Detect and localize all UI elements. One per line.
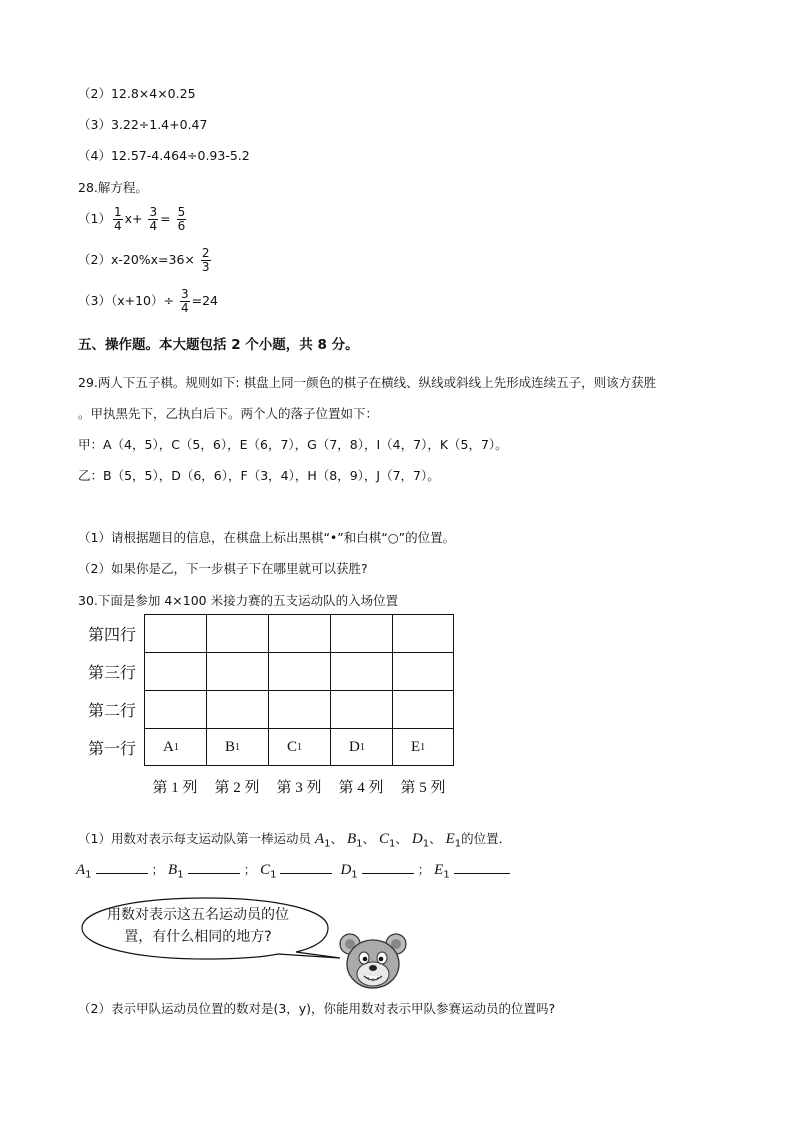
bubble-line-2: 置，有什么相同的地方? — [124, 929, 272, 945]
grid-cell-e1: E 1 — [392, 728, 454, 766]
q29-yi-moves: 乙：B（5，5），D（6，6），F（3，4），H（8，9），J（7，7）。 — [78, 468, 440, 483]
section-5-heading: 五、操作题。本大题包括 2 个小题，共 8 分。 — [78, 337, 359, 353]
row-label: 第三行 — [87, 664, 136, 682]
grid-cell — [392, 614, 454, 652]
bubble-line-1: 用数对表示这五名运动员的位 — [107, 907, 289, 923]
row-label: 第四行 — [87, 626, 136, 644]
q30-title: 30.下面是参加 4×100 米接力赛的五支运动队的入场位置 — [78, 593, 399, 608]
q27-item-2: （2）12.8×4×0.25 — [78, 86, 196, 101]
speech-bubble-text — [78, 904, 318, 948]
q29-paragraph-2: 。甲执黑先下，乙执白后下。两个人的落子位置如下： — [78, 406, 379, 421]
col-label: 第 3 列 — [276, 780, 322, 796]
grid-cell-a1: A 1 — [144, 728, 206, 766]
q29-jia-moves: 甲：A（4，5），C（5，6），E（6，7），G（7，8），I（4，7），K（5，7）。 — [78, 437, 508, 452]
grid-row-3 — [80, 652, 454, 690]
q30-1-suffix: 的位置． — [461, 831, 512, 846]
col-label: 第 4 列 — [338, 780, 384, 796]
grid-cell — [206, 614, 268, 652]
fraction-5-6: $\frac{5}{6}$ — [177, 205, 186, 233]
q28-1-x: x+ — [124, 211, 143, 226]
q30-1-prefix: （1）用数对表示每支运动队第一棒运动员 — [78, 831, 311, 846]
row-label: 第二行 — [87, 702, 136, 720]
fraction-3-4: $\frac{3}{4}$ — [149, 205, 158, 233]
grid-cell — [268, 614, 330, 652]
answer-blank-e1[interactable] — [454, 861, 510, 874]
answer-blank-b1[interactable] — [188, 861, 240, 874]
answer-blank-a1[interactable] — [96, 861, 148, 874]
fraction-3-4b: $\frac{3}{4}$ — [180, 287, 189, 315]
q29-sub-1: （1）请根据题目的信息，在棋盘上标出黑棋“•”和白棋“○”的位置。 — [78, 530, 456, 545]
grid-cell — [268, 652, 330, 690]
q28-1-eq: = — [160, 211, 171, 226]
col-label: 第 1 列 — [152, 780, 198, 796]
grid-cell-b1: B 1 — [206, 728, 268, 766]
fraction-1-4: $\frac{1}{4}$ — [113, 205, 122, 233]
answer-blank-c1[interactable] — [280, 861, 332, 874]
q28-3-prefix: （3）（x+10）÷ — [78, 293, 174, 308]
q27-item-4: （4）12.57-4.464÷0.93-5.2 — [78, 148, 250, 163]
grid-cell — [392, 652, 454, 690]
relay-position-grid — [80, 614, 454, 797]
speech-bubble — [78, 896, 333, 962]
q28-item-1 — [78, 206, 188, 233]
col-label: 第 2 列 — [214, 780, 260, 796]
q29-sub-2: （2）如果你是乙，下一步棋子下在哪里就可以获胜? — [78, 561, 368, 576]
grid-cell-d1: D 1 — [330, 728, 392, 766]
grid-cell — [330, 690, 392, 728]
q28-item-2 — [78, 247, 213, 274]
grid-cell — [144, 690, 206, 728]
bear-mascot-icon — [338, 930, 408, 992]
q30-sub-2: （2）表示甲队运动员位置的数对是(3，y)，你能用数对表示甲队参赛运动员的位置吗? — [78, 1001, 556, 1016]
q30-sub-1: （1）用数对表示每支运动队第一棒运动员 $A_1$、 $B_1$、 $C_1$、 $D_1$、 $E_1$的位置． — [78, 831, 512, 850]
q28-2-prefix: （2）x-20%x=36× — [78, 252, 195, 267]
grid-cell — [206, 652, 268, 690]
q28-item-3 — [78, 288, 218, 315]
grid-row-1 — [80, 728, 454, 766]
q28-3-suffix: =24 — [191, 293, 218, 308]
fraction-2-3: $\frac{2}{3}$ — [201, 246, 210, 274]
col-label: 第 5 列 — [400, 780, 446, 796]
grid-cell — [392, 690, 454, 728]
q29-paragraph-1: 29.两人下五子棋。规则如下: 棋盘上同一颜色的棋子在横线、纵线或斜线上先形成连续五子，则该方获胜 — [78, 375, 657, 390]
answer-blank-d1[interactable] — [362, 861, 414, 874]
grid-row-4 — [80, 614, 454, 652]
grid-cell — [330, 614, 392, 652]
q30-answer-blanks: $A_1$ ； $B_1$ ； $C_1$ $D_1$ ； $E_1$ — [76, 860, 514, 881]
q28-1-prefix: （1） — [78, 211, 111, 226]
grid-cell — [268, 690, 330, 728]
row-label: 第一行 — [87, 740, 136, 758]
grid-cell-c1: C 1 — [268, 728, 330, 766]
grid-row-2 — [80, 690, 454, 728]
grid-cell — [206, 690, 268, 728]
grid-cell — [330, 652, 392, 690]
grid-cell — [144, 614, 206, 652]
q27-item-3: （3）3.22÷1.4+0.47 — [78, 117, 208, 132]
column-labels — [144, 776, 454, 797]
q28-title: 28.解方程。 — [78, 180, 148, 195]
grid-cell — [144, 652, 206, 690]
